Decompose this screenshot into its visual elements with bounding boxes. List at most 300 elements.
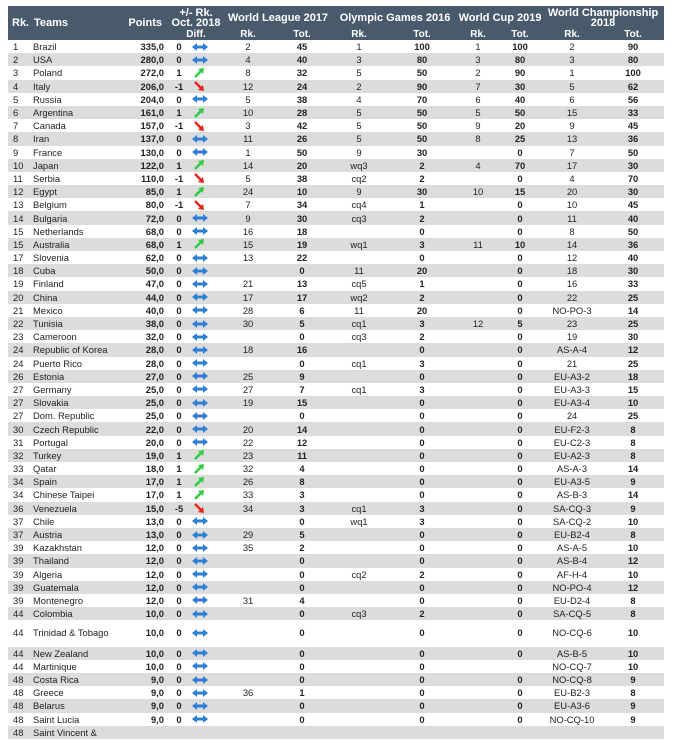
wch-rank-cell: 12	[542, 251, 602, 264]
arrow-left-right-icon	[192, 529, 214, 541]
rank-cell: 33	[8, 462, 30, 475]
wc-total-cell: 0	[498, 594, 542, 607]
rank-cell: 23	[8, 330, 30, 343]
spacer-cell	[214, 383, 224, 396]
wc-rank-cell	[458, 409, 498, 422]
header-wc-total: Tot.	[498, 29, 542, 40]
spacer-cell	[214, 554, 224, 567]
wl-total-cell: 0	[272, 409, 332, 422]
og-rank-cell	[332, 436, 386, 449]
arrow-cell	[190, 53, 214, 66]
wch-rank-cell	[542, 726, 602, 739]
wc-rank-cell	[458, 528, 498, 541]
arrow-cell	[190, 185, 214, 198]
wl-rank-cell	[224, 330, 272, 343]
arrow-left-right-icon	[192, 555, 214, 567]
wch-rank-cell: 11	[542, 211, 602, 224]
wc-rank-cell	[458, 713, 498, 726]
wl-total-cell: 5	[272, 317, 332, 330]
team-cell: Montenegro	[30, 594, 118, 607]
wc-total-cell: 0	[498, 172, 542, 185]
og-total-cell: 0	[386, 620, 458, 646]
wch-total-cell: 12	[602, 581, 664, 594]
arrow-up-icon	[192, 463, 214, 475]
wl-total-cell: 3	[272, 488, 332, 501]
diff-cell: 0	[168, 541, 190, 554]
points-cell: 10,0	[118, 607, 168, 620]
table-row	[8, 607, 664, 620]
og-rank-cell	[332, 475, 386, 488]
wl-total-cell: 7	[272, 383, 332, 396]
wc-rank-cell	[458, 607, 498, 620]
spacer-cell	[214, 225, 224, 238]
diff-cell: 0	[168, 686, 190, 699]
wch-total-cell: 56	[602, 93, 664, 106]
wl-rank-cell: 29	[224, 528, 272, 541]
wl-total-cell: 11	[272, 449, 332, 462]
team-cell: Qatar	[30, 462, 118, 475]
og-total-cell: 0	[386, 462, 458, 475]
arrow-down-icon	[192, 172, 214, 184]
wc-rank-cell: 3	[458, 53, 498, 66]
arrow-cell	[190, 515, 214, 528]
wc-rank-cell	[458, 673, 498, 686]
wc-rank-cell: 6	[458, 93, 498, 106]
arrow-left-right-icon	[192, 291, 214, 303]
wc-total-cell: 0	[498, 251, 542, 264]
wch-rank-cell: 5	[542, 80, 602, 93]
team-cell: Chinese Taipei	[30, 488, 118, 501]
wl-rank-cell: 24	[224, 185, 272, 198]
wch-rank-cell: AS-A-3	[542, 462, 602, 475]
rank-cell: 48	[8, 713, 30, 726]
wl-total-cell: 0	[272, 264, 332, 277]
wl-total-cell: 0	[272, 330, 332, 343]
diff-cell: 0	[168, 607, 190, 620]
wc-rank-cell	[458, 251, 498, 264]
arrow-cell	[190, 106, 214, 119]
diff-cell: 0	[168, 515, 190, 528]
spacer-cell	[214, 343, 224, 356]
og-rank-cell	[332, 422, 386, 435]
wch-rank-cell: NO-CQ-6	[542, 620, 602, 646]
wl-rank-cell: 5	[224, 93, 272, 106]
wch-total-cell: 90	[602, 40, 664, 53]
table-row	[8, 198, 664, 211]
wch-total-cell: 100	[602, 66, 664, 79]
spacer-cell	[214, 80, 224, 93]
arrow-left-right-icon	[192, 265, 214, 277]
table-row	[8, 568, 664, 581]
diff-cell: 0	[168, 594, 190, 607]
rank-cell: 26	[8, 370, 30, 383]
points-cell	[118, 726, 168, 739]
arrow-left-right-icon	[192, 436, 214, 448]
table-row	[8, 726, 664, 739]
arrow-cell	[190, 673, 214, 686]
wc-rank-cell	[458, 686, 498, 699]
wch-total-cell	[602, 726, 664, 739]
table-row	[8, 251, 664, 264]
diff-cell: 0	[168, 568, 190, 581]
rank-cell: 22	[8, 317, 30, 330]
og-rank-cell	[332, 370, 386, 383]
rank-cell: 11	[8, 172, 30, 185]
diff-cell: 1	[168, 66, 190, 79]
team-cell: Japan	[30, 159, 118, 172]
team-cell: Slovenia	[30, 251, 118, 264]
og-rank-cell	[332, 581, 386, 594]
table-row	[8, 409, 664, 422]
og-rank-cell	[332, 449, 386, 462]
team-cell: Netherlands	[30, 225, 118, 238]
diff-cell: 0	[168, 554, 190, 567]
wc-total-cell: 0	[498, 396, 542, 409]
wch-total-cell: 33	[602, 277, 664, 290]
arrow-cell	[190, 225, 214, 238]
spacer-cell	[214, 396, 224, 409]
og-total-cell: 0	[386, 541, 458, 554]
wch-total-cell: 18	[602, 370, 664, 383]
wl-rank-cell	[224, 568, 272, 581]
wch-rank-cell: EU-A3-2	[542, 370, 602, 383]
og-total-cell: 0	[386, 528, 458, 541]
wch-total-cell: 9	[602, 475, 664, 488]
points-cell: 12,0	[118, 554, 168, 567]
arrow-left-right-icon	[192, 252, 214, 264]
diff-cell: 0	[168, 660, 190, 673]
og-total-cell: 50	[386, 119, 458, 132]
wch-total-cell: 30	[602, 330, 664, 343]
og-total-cell: 3	[386, 383, 458, 396]
arrow-up-icon	[192, 186, 214, 198]
og-total-cell: 20	[386, 304, 458, 317]
wc-total-cell: 0	[498, 515, 542, 528]
arrow-down-icon	[192, 502, 214, 514]
points-cell: 110,0	[118, 172, 168, 185]
team-cell: Dom. Republic	[30, 409, 118, 422]
og-rank-cell	[332, 528, 386, 541]
diff-cell: 1	[168, 238, 190, 251]
arrow-left-right-icon	[192, 370, 214, 382]
ranking-table	[8, 6, 664, 739]
og-total-cell: 2	[386, 211, 458, 224]
spacer-cell	[214, 620, 224, 646]
wch-total-cell: 45	[602, 198, 664, 211]
wc-rank-cell	[458, 541, 498, 554]
diff-cell: -5	[168, 502, 190, 515]
arrow-left-right-icon	[192, 133, 214, 145]
spacer-cell	[214, 291, 224, 304]
og-total-cell: 0	[386, 409, 458, 422]
points-cell: 47,0	[118, 277, 168, 290]
arrow-cell	[190, 686, 214, 699]
table-row	[8, 159, 664, 172]
og-total-cell: 0	[386, 343, 458, 356]
arrow-left-right-icon	[192, 318, 214, 330]
wc-rank-cell	[458, 647, 498, 660]
wch-rank-cell: EU-C2-3	[542, 436, 602, 449]
header-olympic-games: Olympic Games 2016	[332, 6, 458, 29]
table-row	[8, 713, 664, 726]
table-row	[8, 291, 664, 304]
wc-total-cell: 0	[498, 146, 542, 159]
spacer-cell	[214, 198, 224, 211]
diff-cell: 0	[168, 251, 190, 264]
wc-rank-cell: 5	[458, 106, 498, 119]
wl-total-cell: 13	[272, 277, 332, 290]
wch-rank-cell: NO-PO-4	[542, 581, 602, 594]
og-total-cell: 50	[386, 106, 458, 119]
wc-rank-cell	[458, 172, 498, 185]
wl-total-cell: 0	[272, 515, 332, 528]
diff-cell: 0	[168, 225, 190, 238]
diff-cell: 0	[168, 357, 190, 370]
wch-rank-cell: AS-A-4	[542, 343, 602, 356]
og-total-cell: 0	[386, 647, 458, 660]
wc-rank-cell	[458, 436, 498, 449]
arrow-up-icon	[192, 238, 214, 250]
og-total-cell: 0	[386, 686, 458, 699]
arrow-cell	[190, 620, 214, 646]
wch-total-cell: 62	[602, 80, 664, 93]
wl-rank-cell	[224, 581, 272, 594]
wch-rank-cell: AF-H-4	[542, 568, 602, 581]
arrow-down-icon	[192, 80, 214, 92]
wl-rank-cell	[224, 554, 272, 567]
og-rank-cell: 2	[332, 80, 386, 93]
points-cell: 50,0	[118, 264, 168, 277]
header-teams: Teams	[30, 6, 118, 40]
og-rank-cell: 5	[332, 66, 386, 79]
header-wch-total: Tot.	[602, 29, 664, 40]
wl-total-cell: 28	[272, 106, 332, 119]
wc-rank-cell: 7	[458, 80, 498, 93]
wch-rank-cell: EU-A3-4	[542, 396, 602, 409]
wl-total-cell	[272, 726, 332, 739]
rank-cell: 44	[8, 620, 30, 646]
rank-cell: 44	[8, 647, 30, 660]
diff-cell: 0	[168, 409, 190, 422]
wch-total-cell: 45	[602, 119, 664, 132]
points-cell: 80,0	[118, 198, 168, 211]
arrow-left-right-icon	[192, 331, 214, 343]
spacer-cell	[214, 264, 224, 277]
arrow-cell	[190, 291, 214, 304]
arrow-left-right-icon	[192, 225, 214, 237]
arrow-left-right-icon	[192, 608, 214, 620]
spacer-cell	[214, 146, 224, 159]
team-cell: Trinidad & Tobago	[30, 620, 118, 646]
table-row	[8, 53, 664, 66]
team-cell: Estonia	[30, 370, 118, 383]
og-total-cell: 2	[386, 568, 458, 581]
header-wch-rank: Rk.	[542, 29, 602, 40]
wch-rank-cell: 17	[542, 159, 602, 172]
wl-total-cell: 22	[272, 251, 332, 264]
wch-rank-cell: 1	[542, 66, 602, 79]
og-total-cell: 0	[386, 370, 458, 383]
table-row	[8, 40, 664, 53]
header-world-league: World League 2017	[224, 6, 332, 29]
wl-total-cell: 20	[272, 159, 332, 172]
wl-rank-cell: 20	[224, 422, 272, 435]
diff-cell: 1	[168, 449, 190, 462]
points-cell: 137,0	[118, 132, 168, 145]
wl-total-cell: 16	[272, 343, 332, 356]
wl-rank-cell: 10	[224, 106, 272, 119]
wl-rank-cell: 17	[224, 291, 272, 304]
og-total-cell: 0	[386, 713, 458, 726]
wch-total-cell: 25	[602, 357, 664, 370]
wc-total-cell: 0	[498, 370, 542, 383]
og-total-cell: 30	[386, 146, 458, 159]
wc-rank-cell: 10	[458, 185, 498, 198]
wl-total-cell: 4	[272, 462, 332, 475]
wch-rank-cell: 15	[542, 106, 602, 119]
wch-rank-cell: SA-CQ-3	[542, 502, 602, 515]
points-cell: 9,0	[118, 673, 168, 686]
diff-cell: 0	[168, 343, 190, 356]
wl-rank-cell	[224, 726, 272, 739]
wc-rank-cell: 2	[458, 66, 498, 79]
spacer-cell	[214, 93, 224, 106]
arrow-left-right-icon	[192, 397, 214, 409]
team-cell: Czech Republic	[30, 422, 118, 435]
wch-rank-cell: AS-A-5	[542, 541, 602, 554]
arrow-cell	[190, 159, 214, 172]
og-total-cell: 3	[386, 502, 458, 515]
diff-cell: 0	[168, 317, 190, 330]
spacer-cell	[214, 647, 224, 660]
wl-total-cell: 26	[272, 132, 332, 145]
arrow-cell	[190, 330, 214, 343]
wch-total-cell: 30	[602, 264, 664, 277]
wl-total-cell: 0	[272, 581, 332, 594]
rank-cell: 10	[8, 159, 30, 172]
team-cell: Algeria	[30, 568, 118, 581]
rank-cell: 31	[8, 436, 30, 449]
rank-cell: 39	[8, 554, 30, 567]
wc-rank-cell	[458, 198, 498, 211]
wch-rank-cell: 23	[542, 317, 602, 330]
header-og-total: Tot.	[386, 29, 458, 40]
table-row	[8, 383, 664, 396]
arrow-left-right-icon	[192, 54, 214, 66]
team-cell: Colombia	[30, 607, 118, 620]
wl-total-cell: 1	[272, 686, 332, 699]
wl-total-cell: 0	[272, 357, 332, 370]
og-rank-cell: cq1	[332, 383, 386, 396]
table-row	[8, 172, 664, 185]
og-rank-cell	[332, 554, 386, 567]
wch-rank-cell: 21	[542, 357, 602, 370]
diff-cell: 0	[168, 620, 190, 646]
og-total-cell: 0	[386, 673, 458, 686]
table-row	[8, 488, 664, 501]
points-cell: 272,0	[118, 66, 168, 79]
wc-total-cell: 0	[498, 554, 542, 567]
table-row	[8, 594, 664, 607]
wl-total-cell: 38	[272, 172, 332, 185]
arrow-cell	[190, 93, 214, 106]
og-rank-cell: 1	[332, 40, 386, 53]
wch-rank-cell: 18	[542, 264, 602, 277]
table-row	[8, 357, 664, 370]
arrow-cell	[190, 647, 214, 660]
arrow-left-right-icon	[192, 700, 214, 712]
wl-total-cell: 42	[272, 119, 332, 132]
wc-rank-cell: 8	[458, 132, 498, 145]
arrow-left-right-icon	[192, 410, 214, 422]
points-cell: 20,0	[118, 436, 168, 449]
table-row	[8, 211, 664, 224]
team-cell: Poland	[30, 66, 118, 79]
rank-cell: 34	[8, 488, 30, 501]
wch-rank-cell: EU-D2-4	[542, 594, 602, 607]
rank-cell: 24	[8, 343, 30, 356]
spacer-cell	[214, 515, 224, 528]
diff-cell: 0	[168, 53, 190, 66]
wc-rank-cell	[458, 488, 498, 501]
wl-rank-cell	[224, 673, 272, 686]
wl-total-cell: 34	[272, 198, 332, 211]
arrow-cell	[190, 264, 214, 277]
ranking-table-container	[8, 6, 664, 739]
og-total-cell: 0	[386, 436, 458, 449]
arrow-down-icon	[192, 120, 214, 132]
wc-rank-cell	[458, 383, 498, 396]
og-rank-cell	[332, 488, 386, 501]
wc-total-cell: 0	[498, 357, 542, 370]
spacer-cell	[214, 541, 224, 554]
diff-cell: -1	[168, 80, 190, 93]
arrow-cell	[190, 172, 214, 185]
arrow-cell	[190, 568, 214, 581]
arrow-left-right-icon	[192, 647, 214, 659]
wc-rank-cell	[458, 343, 498, 356]
points-cell: 68,0	[118, 238, 168, 251]
wch-rank-cell: 2	[542, 40, 602, 53]
table-row	[8, 449, 664, 462]
arrow-left-right-icon	[192, 568, 214, 580]
og-rank-cell: cq1	[332, 502, 386, 515]
wl-rank-cell	[224, 620, 272, 646]
arrow-left-right-icon	[192, 304, 214, 316]
wc-total-cell: 0	[498, 225, 542, 238]
og-rank-cell: cq3	[332, 607, 386, 620]
points-cell: 157,0	[118, 119, 168, 132]
diff-cell: 0	[168, 436, 190, 449]
og-rank-cell	[332, 699, 386, 712]
wc-rank-cell	[458, 462, 498, 475]
table-row	[8, 647, 664, 660]
points-cell: 15,0	[118, 502, 168, 515]
wc-total-cell: 80	[498, 53, 542, 66]
rank-cell: 27	[8, 409, 30, 422]
og-total-cell: 3	[386, 238, 458, 251]
arrow-left-right-icon	[192, 581, 214, 593]
og-total-cell: 2	[386, 159, 458, 172]
og-rank-cell: wq2	[332, 291, 386, 304]
wch-rank-cell: AS-B-3	[542, 488, 602, 501]
points-cell: 9,0	[118, 686, 168, 699]
wch-total-cell: 50	[602, 146, 664, 159]
wl-rank-cell: 13	[224, 251, 272, 264]
rank-cell: 36	[8, 502, 30, 515]
wch-total-cell: 15	[602, 383, 664, 396]
og-total-cell: 50	[386, 66, 458, 79]
